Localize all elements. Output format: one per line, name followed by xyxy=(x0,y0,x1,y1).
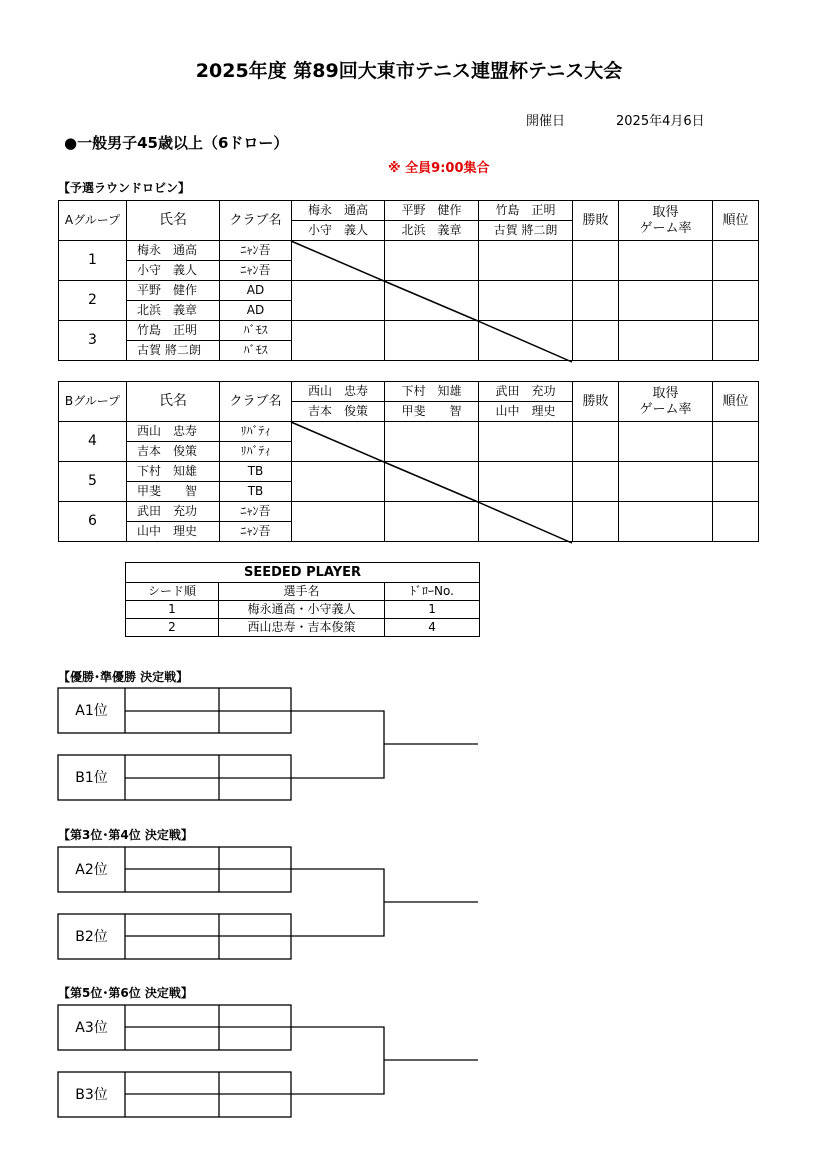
result-cell xyxy=(479,462,573,502)
slot-label: A1位 xyxy=(75,703,108,719)
event-title: ●一般男子45歳以上（6ドロー） xyxy=(64,134,289,152)
player-name: 小守 義人 xyxy=(127,261,220,281)
rate-header-line2: ゲーム率 xyxy=(639,401,692,417)
self-cell xyxy=(385,281,479,321)
opponent-bottom: 山中 理史 xyxy=(479,402,573,422)
opponent-top: 武田 充功 xyxy=(479,382,573,402)
group-label: Aグループ xyxy=(59,201,127,241)
opponent-top: 平野 健作 xyxy=(385,201,479,221)
round-robin-title: 【予選ラウンドロビン】 xyxy=(58,181,191,195)
player-club: ﾆｬﾝ吾 xyxy=(220,261,292,281)
opponent-top: 竹島 正明 xyxy=(479,201,573,221)
seeded-header: 選手名 xyxy=(219,583,385,601)
player-name: 山中 理史 xyxy=(127,522,220,542)
rate-cell xyxy=(619,422,713,462)
result-cell xyxy=(292,321,385,361)
seed-player: 西山忠寿・吉本俊策 xyxy=(219,619,385,637)
rank-cell xyxy=(713,502,759,542)
winloss-header: 勝敗 xyxy=(573,382,619,422)
slot-label: B2位 xyxy=(75,929,108,945)
player-name: 梅永 通高 xyxy=(127,241,220,261)
result-cell xyxy=(292,462,385,502)
slot-label: A2位 xyxy=(75,862,108,878)
player-name: 吉本 俊策 xyxy=(127,442,220,462)
seeded-table xyxy=(125,562,480,637)
opponent-bottom: 北浜 義章 xyxy=(385,221,479,241)
player-name: 竹島 正明 xyxy=(127,321,220,341)
self-cell xyxy=(292,241,385,281)
rate-header-line1: 取得 xyxy=(652,204,679,220)
seeded-header: シード順 xyxy=(126,583,219,601)
pair-number: 3 xyxy=(59,321,127,361)
player-club: AD xyxy=(220,281,292,301)
result-cell xyxy=(292,502,385,542)
rank-cell xyxy=(713,241,759,281)
rate-cell xyxy=(619,241,713,281)
player-club: ﾊﾞﾓｽ xyxy=(220,341,292,361)
slot-label: A3位 xyxy=(75,1020,108,1036)
winloss-cell xyxy=(573,422,619,462)
date-value: 2025年4月6日 xyxy=(616,114,705,129)
pair-number: 5 xyxy=(59,462,127,502)
club-header: クラブ名 xyxy=(220,382,292,422)
pair-number: 6 xyxy=(59,502,127,542)
self-cell xyxy=(385,462,479,502)
pair-number: 4 xyxy=(59,422,127,462)
player-name: 古賀 將二朗 xyxy=(127,341,220,361)
rank-header: 順位 xyxy=(713,201,759,241)
rate-header xyxy=(619,382,713,422)
date-label: 開催日 xyxy=(526,114,566,129)
player-club: AD xyxy=(220,301,292,321)
result-cell xyxy=(479,241,573,281)
player-name: 武田 充功 xyxy=(127,502,220,522)
winloss-cell xyxy=(573,462,619,502)
seed-order: 1 xyxy=(126,601,219,619)
bracket-line xyxy=(291,711,384,778)
rank-cell xyxy=(713,422,759,462)
name-header: 氏名 xyxy=(127,382,220,422)
page-title: 2025年度 第89回大東市テニス連盟杯テニス大会 xyxy=(195,60,623,82)
self-cell xyxy=(479,321,573,361)
rank-header: 順位 xyxy=(713,382,759,422)
rate-header-line2: ゲーム率 xyxy=(639,220,692,236)
name-header: 氏名 xyxy=(127,201,220,241)
player-club: ﾊﾞﾓｽ xyxy=(220,321,292,341)
pair-number: 2 xyxy=(59,281,127,321)
slot-label: B3位 xyxy=(75,1087,108,1103)
rate-header xyxy=(619,201,713,241)
result-cell xyxy=(479,281,573,321)
bracket-line xyxy=(291,1027,384,1094)
opponent-bottom: 小守 義人 xyxy=(292,221,385,241)
opponent-top: 梅永 通高 xyxy=(292,201,385,221)
rank-cell xyxy=(713,462,759,502)
result-cell xyxy=(292,281,385,321)
player-club: ﾆｬﾝ吾 xyxy=(220,522,292,542)
seed-player: 梅永通高・小守義人 xyxy=(219,601,385,619)
winloss-cell xyxy=(573,241,619,281)
result-cell xyxy=(385,422,479,462)
self-cell xyxy=(479,502,573,542)
rate-cell xyxy=(619,281,713,321)
player-name: 平野 健作 xyxy=(127,281,220,301)
player-name: 甲斐 智 xyxy=(127,482,220,502)
opponent-top: 西山 忠寿 xyxy=(292,382,385,402)
rate-cell xyxy=(619,321,713,361)
pair-number: 1 xyxy=(59,241,127,281)
player-club: TB xyxy=(220,462,292,482)
seeded-title: SEEDED PLAYER xyxy=(126,563,480,583)
player-name: 西山 忠寿 xyxy=(127,422,220,442)
group-label: Bグループ xyxy=(59,382,127,422)
slot-label: B1位 xyxy=(75,770,108,786)
final-2-title: 【第3位･第4位 決定戦】 xyxy=(58,828,193,842)
rate-header-line1: 取得 xyxy=(652,385,679,401)
seed-order: 2 xyxy=(126,619,219,637)
self-cell xyxy=(292,422,385,462)
player-club: ﾘﾊﾞﾃｨ xyxy=(220,422,292,442)
result-cell xyxy=(385,241,479,281)
player-club: ﾆｬﾝ吾 xyxy=(220,502,292,522)
player-club: ﾘﾊﾞﾃｨ xyxy=(220,442,292,462)
opponent-bottom: 吉本 俊策 xyxy=(292,402,385,422)
rank-cell xyxy=(713,281,759,321)
seed-draw-no: 1 xyxy=(385,601,480,619)
rank-cell xyxy=(713,321,759,361)
rate-cell xyxy=(619,462,713,502)
winloss-cell xyxy=(573,321,619,361)
winloss-header: 勝敗 xyxy=(573,201,619,241)
club-header: クラブ名 xyxy=(220,201,292,241)
winloss-cell xyxy=(573,281,619,321)
group-a-table xyxy=(58,200,759,361)
assembly-notice: ※ 全員9:00集合 xyxy=(388,161,490,176)
rate-cell xyxy=(619,502,713,542)
seeded-header: ﾄﾞﾛｰNo. xyxy=(385,583,480,601)
group-b-table xyxy=(58,381,759,542)
player-name: 北浜 義章 xyxy=(127,301,220,321)
opponent-bottom: 甲斐 智 xyxy=(385,402,479,422)
bracket-line xyxy=(291,869,384,936)
player-name: 下村 知雄 xyxy=(127,462,220,482)
final-1-title: 【優勝･準優勝 決定戦】 xyxy=(58,670,189,684)
result-cell xyxy=(385,502,479,542)
seed-draw-no: 4 xyxy=(385,619,480,637)
result-cell xyxy=(385,321,479,361)
final-3-title: 【第5位･第6位 決定戦】 xyxy=(58,986,193,1000)
player-club: ﾆｬﾝ吾 xyxy=(220,241,292,261)
winloss-cell xyxy=(573,502,619,542)
result-cell xyxy=(479,422,573,462)
player-club: TB xyxy=(220,482,292,502)
opponent-bottom: 古賀 將二朗 xyxy=(479,221,573,241)
opponent-top: 下村 知雄 xyxy=(385,382,479,402)
